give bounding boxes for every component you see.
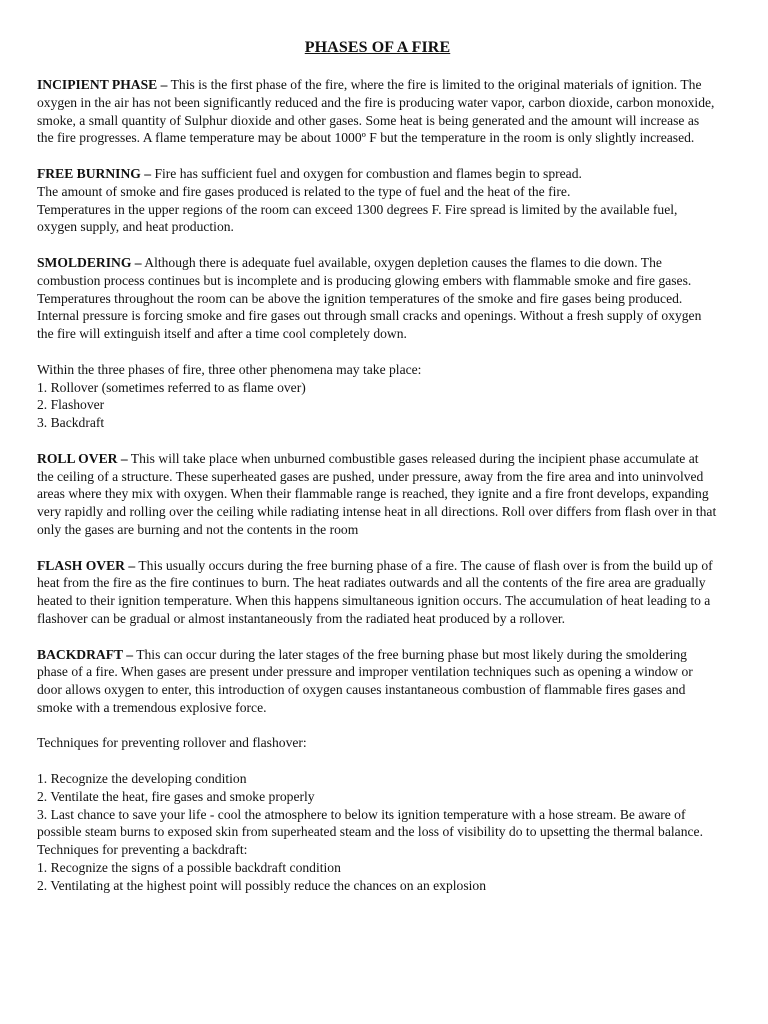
prevent-backdraft-list — [37, 841, 718, 894]
rollover-text: This will take place when unburned combustible gases released during the incipient phase accumulate at the ceiling of a structure. These superheated gases are pushed, under pressure, away from the fire area and into uninvolved areas where they mix with oxygen. When their flammable range is reached, they ignite and a fire front develops, expanding very rapidly and rolling over the ceiling while radiating intense heat in all directions. Roll over differs from flash over in that only the gases are burning and not the contents in the room — [37, 450, 717, 537]
prevent-backdraft-intro: Techniques for preventing a backdraft: — [37, 842, 248, 858]
free-burning-text-3: Temperatures in the upper regions of the room can exceed 1300 degrees F. Fire spread is limited by the available fuel, oxygen supply, and heat production. — [37, 201, 678, 235]
free-burning-heading: FREE BURNING – — [37, 165, 152, 181]
prevent-rollover-item: 3. Last chance to save your life - cool the atmosphere to below its ignition temperature with a hose stream. Be aware of possible steam burns to exposed skin from superheated steam and the loss of visibility do to upsetting the thermal balance. — [37, 806, 703, 840]
prevent-rollover-list — [37, 770, 718, 841]
prevent-rollover-item: 1. Recognize the developing condition — [37, 771, 247, 787]
prevent-rollover-intro: Techniques for preventing rollover and flashover: — [37, 735, 307, 751]
smoldering-text: Although there is adequate fuel available, oxygen depletion causes the flames to die down. The combustion process continues but is incomplete and is producing glowing embers with flammable smoke and fire gases. Temperatures throughout the room can be above the ignition temperatures of the smoke and fire gases being produced. Internal pressure is forcing smoke and fire gases out through small cracks and openings. Without a fresh supply of oxygen the fire will extinguish itself and after a time cool completely down. — [37, 254, 702, 342]
phenomena-intro: Within the three phases of fire, three other phenomena may take place: — [37, 361, 422, 377]
rollover-paragraph — [37, 450, 718, 539]
phenomena-item: 3. Backdraft — [37, 415, 105, 431]
prevent-backdraft-item: 2. Ventilating at the highest point will possibly reduce the chances on an explosion — [37, 877, 487, 893]
free-burning-text-2: The amount of smoke and fire gases produced is related to the type of fuel and the heat of the fire. — [37, 183, 571, 199]
backdraft-text: This can occur during the later stages of the free burning phase but most likely during the smoldering phase of a fire. When gases are present under pressure and improper ventilation techniques such as opening a window or door allows oxygen to enter, this introduction of oxygen causes instantaneous combustion of flammable fires gases and smoke with a tremendous explosive force. — [37, 646, 693, 715]
rollover-heading: ROLL OVER – — [37, 450, 128, 466]
page-title: PHASES OF A FIRE — [304, 39, 451, 56]
flashover-paragraph — [37, 557, 718, 628]
free-burning-text-1: Fire has sufficient fuel and oxygen for combustion and flames begin to spread. — [151, 165, 582, 181]
backdraft-heading: BACKDRAFT – — [37, 646, 134, 662]
backdraft-paragraph — [37, 646, 718, 717]
incipient-phase-paragraph — [37, 76, 718, 147]
flashover-text: This usually occurs during the free burning phase of a fire. The cause of flash over is from the build up of heat from the fire as the fire continues to burn. The heat radiates outwards and all the contents of the fire area are gradually heated to their ignition temperature. When this happens simultaneous ignition occurs. The accumulation of heat leading to a flashover can be gradual or almost instantaneously from the radiated heat produced by a rollover. — [37, 557, 713, 626]
free-burning-line-1 — [37, 165, 718, 183]
flashover-heading: FLASH OVER – — [37, 557, 136, 573]
phenomena-item: 2. Flashover — [37, 397, 105, 413]
prevent-rollover-item: 2. Ventilate the heat, fire gases and smoke properly — [37, 788, 315, 804]
free-burning-paragraph — [37, 165, 718, 236]
smoldering-paragraph — [37, 254, 718, 343]
incipient-phase-text: This is the first phase of the fire, where the fire is limited to the original materials of ignition. The oxygen in the air has not been significantly reduced and the fire is producing water vapor, carbon dioxide, carbon monoxide, smoke, a small quantity of Sulphur dioxide and other gases. Some heat is being generated and the amount will increase as the fire progresses. A flame temperature may be about 1000º F but the temperature in the room is only slightly increased. — [37, 77, 715, 146]
smoldering-heading: SMOLDERING – — [37, 254, 142, 270]
phenomena-item: 1. Rollover (sometimes referred to as flame over) — [37, 379, 306, 395]
incipient-phase-heading: INCIPIENT PHASE – — [37, 77, 168, 92]
phenomena-block — [37, 361, 718, 432]
prevent-backdraft-item: 1. Recognize the signs of a possible backdraft condition — [37, 860, 341, 876]
